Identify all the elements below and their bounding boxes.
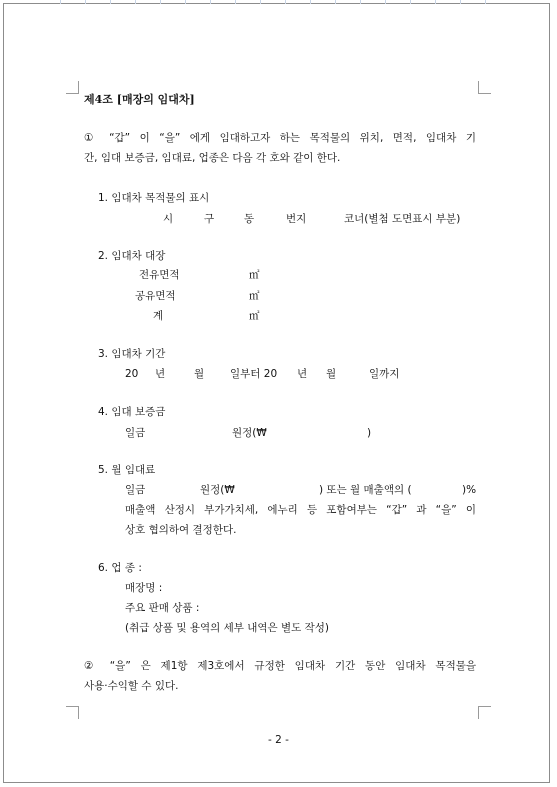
- crop-mark-bottom-right: [478, 706, 491, 719]
- item-5-or-sales: ) 또는 월 매출액의 (: [319, 484, 412, 496]
- item-1-heading: 1. 임대차 목적물의 표시: [98, 192, 210, 204]
- item-6-heading: 6. 업 종 :: [98, 562, 142, 574]
- item-5-line-2: 매출액 산정시 부가가치세, 에누리 등 포함여부는 “갑” 과 “을” 이: [125, 504, 476, 516]
- item-2-row-label: 공유면적: [135, 290, 176, 302]
- ruler-marks: [60, 0, 500, 4]
- article-title: 제4조 [매장의 임대차]: [84, 93, 195, 106]
- item-6-products: 주요 판매 상품 :: [125, 602, 200, 614]
- item-4-wonjeong: 원정(₩: [232, 427, 267, 439]
- item-4-ilgeum: 일금: [125, 427, 146, 439]
- item-3-start-century: 20: [125, 368, 139, 380]
- item-3-start-day: 일부터 20: [230, 368, 278, 380]
- page-number: - 2 -: [268, 734, 289, 746]
- item-3-end-day: 일까지: [369, 368, 400, 380]
- paragraph-1-line-2: 간, 임대 보증금, 임대료, 업종은 다음 각 호와 같이 한다.: [84, 152, 341, 164]
- item-3-start-month: 월: [194, 368, 205, 380]
- item-2-heading: 2. 임대차 대장: [98, 250, 166, 262]
- crop-mark-top-left: [66, 81, 79, 94]
- paragraph-2-line-1: ② “을” 은 제1항 제3호에서 규정한 임대차 기간 동안 임대차 목적물을: [84, 660, 476, 672]
- item-2-row-unit: ㎡: [249, 310, 260, 322]
- item-6-note: (취급 상품 및 용역의 세부 내역은 별도 작성): [125, 622, 329, 634]
- item-5-heading: 5. 월 임대료: [98, 464, 156, 476]
- paragraph-1-line-1: ① “갑” 이 “을” 에게 임대하고자 하는 목적물의 위치, 면적, 임대차 기: [84, 132, 476, 144]
- item-1-corner: 코너(별첨 도면표시 부분): [344, 213, 461, 225]
- item-5-line-3: 상호 협의하여 결정한다.: [125, 524, 237, 536]
- paragraph-2-line-2: 사용·수익할 수 있다.: [84, 680, 179, 692]
- item-5-wonjeong: 원정(₩: [200, 484, 235, 496]
- crop-mark-bottom-left: [66, 706, 79, 719]
- item-2-row-label: 전유면적: [139, 269, 180, 281]
- crop-mark-top-right: [478, 81, 491, 94]
- item-1-gu: 구: [204, 213, 215, 225]
- item-1-dong: 동: [244, 213, 255, 225]
- item-1-si: 시: [163, 213, 174, 225]
- item-3-end-month: 월: [326, 368, 337, 380]
- item-3-end-year: 년: [297, 368, 308, 380]
- item-5-ilgeum: 일금: [125, 484, 146, 496]
- item-2-row-unit: ㎡: [249, 290, 260, 302]
- item-6-store-name: 매장명 :: [125, 582, 163, 594]
- item-3-start-year: 년: [155, 368, 166, 380]
- item-3-heading: 3. 임대차 기간: [98, 348, 166, 360]
- item-2-row-unit: ㎡: [249, 269, 260, 281]
- item-4-close-paren: ): [367, 427, 372, 439]
- item-1-beonji: 번지: [286, 213, 307, 225]
- item-5-percent: )%: [462, 484, 477, 496]
- item-4-heading: 4. 임대 보증금: [98, 406, 166, 418]
- item-2-row-label: 계: [153, 310, 164, 322]
